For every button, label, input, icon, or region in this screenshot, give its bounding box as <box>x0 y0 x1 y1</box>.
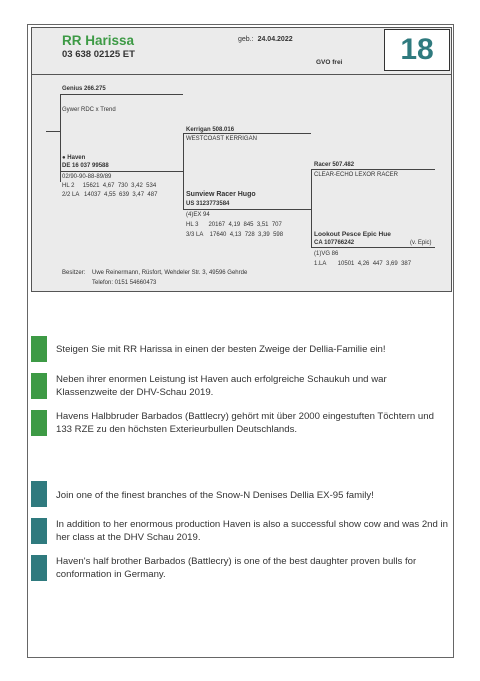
sunview-id: US 3123773584 <box>186 201 230 207</box>
en-paragraph-3: Haven's half brother Barbados (Battlecry) is one of the best daughter proven bulls for conformation in Germany. <box>56 556 417 580</box>
birth-date-value: 24.04.2022 <box>257 36 293 43</box>
lookout-name: Lookout Pesce Epic Hue <box>314 231 391 238</box>
haven-lactation-hl: HL 2 15621 4,67 730 3,42 534 <box>62 183 157 189</box>
genius-name: Genius 266.275 <box>62 86 106 92</box>
haven-id: DE 16 037 99588 <box>62 163 109 169</box>
teal-bullet-2 <box>31 518 47 544</box>
dam-sire-connector <box>60 94 61 182</box>
sunview-name: Sunview Racer Hugo <box>186 191 256 198</box>
sunview-line <box>183 209 311 210</box>
genius-line <box>60 94 183 95</box>
kerrigan-name: Kerrigan 508.016 <box>186 127 235 133</box>
kerrigan-line <box>183 133 311 134</box>
gvo-label: GVO frei <box>316 59 343 66</box>
lookout-lactation-la: 1.LA 10501 4,26 447 3,69 387 <box>314 261 412 267</box>
lookout-line <box>311 247 435 248</box>
teal-bullet-1 <box>31 481 47 507</box>
animal-name: RR Harissa <box>62 33 135 48</box>
sunview-classification: (4)EX 94 <box>186 212 210 218</box>
lookout-classification: (1)VG 86 <box>314 251 339 257</box>
teal-bullet-3 <box>31 555 47 581</box>
en-paragraph-2: In addition to her enormous production Haven is also a successful show cow and was 2nd in her class at the DHV Schau 2019. <box>56 519 448 543</box>
header-divider <box>32 74 451 75</box>
haven-name-text: Haven <box>67 155 86 161</box>
left-connector <box>46 131 60 132</box>
owner-phone: Telefon: 0151 54660473 <box>92 280 157 286</box>
birth-date <box>238 36 293 43</box>
kerrigan-fullname: WESTCOAST KERRIGAN <box>186 136 257 142</box>
owner-address: Uwe Reinermann, Rüsfort, Wehdeler Str. 3, 49596 Gehrde <box>92 270 248 276</box>
haven-lactation-la: 2/2 LA 14037 4,55 639 3,47 487 <box>62 192 158 198</box>
green-bullet-2 <box>31 373 47 399</box>
dam-dam-connector <box>311 169 312 247</box>
green-bullet-3 <box>31 410 47 436</box>
haven-name <box>62 154 85 162</box>
racer-fullname: CLEAR-ECHO LEXOR RACER <box>314 172 399 178</box>
racer-line <box>311 169 435 170</box>
owner-label: Besitzer: <box>62 270 86 276</box>
genius-parents: Gywer RDC x Trend <box>62 107 116 113</box>
de-paragraph-3: Havens Halbbruder Barbados (Battlecry) gehört mit über 2000 eingestuften Töchtern und 133 RZE zu den höchsten Exterieurbullen Deutschlands. <box>56 411 434 435</box>
haven-bullet: ● <box>62 155 68 161</box>
sunview-lactation-hl: HL 3 20167 4,19 845 3,51 707 <box>186 222 282 228</box>
haven-line <box>60 171 183 172</box>
catalog-number: 18 <box>384 29 450 71</box>
pedigree-card <box>31 27 452 292</box>
sire-connector <box>183 133 184 209</box>
birth-date-label: geb.: <box>238 36 254 43</box>
haven-classification: 02/90-90-88-89/89 <box>62 174 112 180</box>
racer-name: Racer 507.482 <box>314 162 355 168</box>
lookout-id-note: (v. Epic) <box>410 240 432 246</box>
sunview-lactation-la: 3/3 LA 17640 4,13 728 3,39 598 <box>186 232 284 238</box>
en-paragraph-1: Join one of the finest branches of the Snow-N Denises Dellia EX-95 family! <box>56 490 374 501</box>
green-bullet-1 <box>31 336 47 362</box>
lookout-id: CA 107766242 <box>314 240 355 246</box>
de-paragraph-2: Neben ihrer enormen Leistung ist Haven auch erfolgreiche Schaukuh und war Klassenzweite der DHV-Schau 2019. <box>56 374 387 398</box>
registration-number: 03 638 02125 ET <box>62 49 135 60</box>
de-paragraph-1: Steigen Sie mit RR Harissa in einen der besten Zweige der Dellia-Familie ein! <box>56 344 386 355</box>
